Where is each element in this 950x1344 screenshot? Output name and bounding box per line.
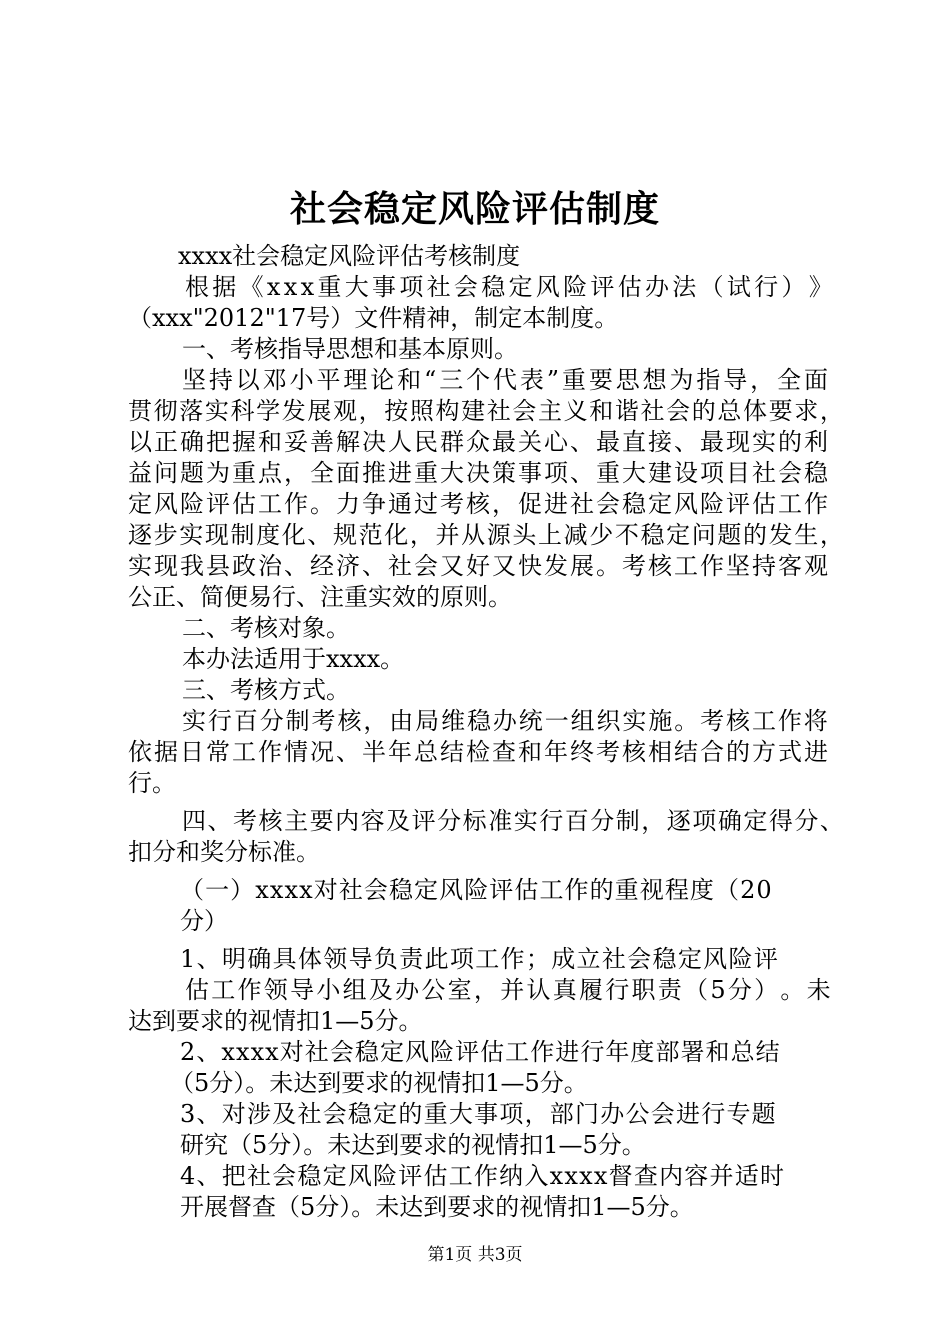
list-item-line: 2 、 x x x x 对 社 会 稳 定 风 险 评 估 工 作 进 行 年 度 部 署 和 总 结 [180,1038,780,1066]
paragraph-line: 定 风 险 评 估 工 作 。 力 争 通 过 考 核 ， 促 进 社 会 稳 定 风 险 评 估 工 作 [128,490,828,518]
list-item-line: （5分）。未达到要求的视情扣1—5分。 [170,1069,588,1097]
paragraph-line: 依 据 日 常 工 作 情 况 、 半 年 总 结 检 查 和 年 终 考 核 相 结 合 的 方 式 进 [128,738,828,766]
paragraph-line: 贯 彻 落 实 科 学 发 展 观 ， 按 照 构 建 社 会 主 义 和 谐 社 会 的 总 体 要 求 ， [128,397,844,425]
paragraph-line: 公正、简便易行、注重实效的原则。 [128,583,512,611]
paragraph-line: （xxx"2012"17号）文件精神，制定本制度。 [128,304,619,332]
paragraph-line: 益 问 题 为 重 点 ， 全 面 推 进 重 大 决 策 事 项 、 重 大 建 设 项 目 社 会 稳 [128,459,828,487]
paragraph-line: 以 正 确 把 握 和 妥 善 解 决 人 民 群 众 最 关 心 、 最 直 接 、 最 现 实 的 利 [128,428,828,456]
section-heading: 二、考核对象。 [182,614,350,642]
list-item-line: 研究（5分）。未达到要求的视情扣1—5分。 [180,1131,646,1159]
section-heading: 三、考核方式。 [182,676,350,704]
paragraph-line: 实 行 百 分 制 考 核 ， 由 局 维 稳 办 统 一 组 织 实 施 。 考 核 工 作 将 [182,707,828,735]
subsection-heading: 分） [180,907,228,935]
paragraph-line: 行。 [128,769,176,797]
paragraph-line: 实 现 我 县 政 治 、 经 济 、 社 会 又 好 又 快 发 展 。 考 核 工 作 坚 持 客 观 [128,552,828,580]
document-title: 社会稳定风险评估制度 [289,188,660,230]
list-item-line: 达到要求的视情扣1—5分。 [128,1007,423,1035]
list-item-line: 3 、 对 涉 及 社 会 稳 定 的 重 大 事 项 ， 部 门 办 公 会 进 行 专 题 [180,1100,776,1128]
paragraph-line: 逐 步 实 现 制 度 化 、 规 范 化 ， 并 从 源 头 上 减 少 不 稳 定 问 题 的 发 生 ， [128,521,844,549]
page-number-footer: 第1页 共3页 [427,1245,523,1265]
list-item-line: 估 工 作 领 导 小 组 及 办 公 室 ， 并 认 真 履 行 职 责 （ 5 分 ） 。 未 [185,976,831,1004]
paragraph-line: 坚 持 以 邓 小 平 理 论 和 “ 三 个 代 表 ” 重 要 思 想 为 指 导 ， 全 面 [182,366,828,394]
subtitle-line: xxxx社会稳定风险评估考核制度 [178,242,521,270]
list-item-line: 4 、 把 社 会 稳 定 风 险 评 估 工 作 纳 入 x x x x 督 查 内 容 并 适 时 [180,1162,784,1190]
list-item-line: 开展督查（5分）。未达到要求的视情扣1—5分。 [180,1193,694,1221]
paragraph-line: 根 据 《 x x x 重 大 事 项 社 会 稳 定 风 险 评 估 办 法 （ 试 行 ） 》 [185,273,833,301]
paragraph-line: 扣分和奖分标准。 [128,838,320,866]
subsection-heading: （ 一 ） x x x x 对 社 会 稳 定 风 险 评 估 工 作 的 重 视 程 度 （ 2 0 [180,876,772,904]
paragraph-line: 本办法适用于xxxx。 [182,645,405,673]
section-heading: 四 、 考 核 主 要 内 容 及 评 分 标 准 实 行 百 分 制 ， 逐 项 确 定 得 分 、 [182,807,844,835]
section-heading: 一、考核指导思想和基本原则。 [182,335,518,363]
list-item-line: 1 、 明 确 具 体 领 导 负 责 此 项 工 作 ； 成 立 社 会 稳 定 风 险 评 [180,945,778,973]
